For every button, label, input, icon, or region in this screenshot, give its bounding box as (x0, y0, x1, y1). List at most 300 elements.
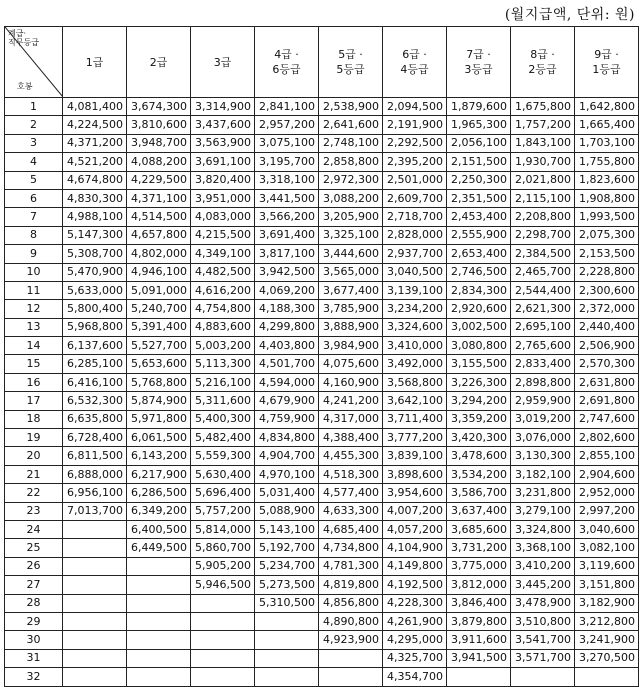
salary-cell: 6,811,500 (63, 447, 127, 465)
salary-cell: 2,828,000 (383, 226, 447, 244)
salary-cell: 2,802,600 (575, 429, 639, 447)
salary-cell: 2,641,600 (319, 116, 383, 134)
salary-cell: 5,234,700 (255, 557, 319, 575)
step-cell: 31 (5, 649, 63, 667)
table-row (5, 631, 639, 649)
salary-cell: 3,984,900 (319, 337, 383, 355)
salary-cell: 2,855,100 (575, 447, 639, 465)
table-row (5, 392, 639, 410)
salary-cell: 3,040,600 (575, 520, 639, 538)
table-row (5, 576, 639, 594)
step-cell: 6 (5, 189, 63, 207)
salary-cell: 6,137,600 (63, 337, 127, 355)
salary-cell: 4,241,200 (319, 392, 383, 410)
salary-cell: 3,119,600 (575, 557, 639, 575)
step-cell: 22 (5, 484, 63, 502)
salary-cell: 5,874,900 (127, 392, 191, 410)
salary-cell: 5,860,700 (191, 539, 255, 557)
salary-cell: 2,384,500 (511, 245, 575, 263)
table-row (5, 134, 639, 152)
table-row (5, 98, 639, 116)
salary-cell (319, 668, 383, 686)
salary-cell: 3,324,800 (511, 520, 575, 538)
salary-cell: 3,586,700 (447, 484, 511, 502)
salary-cell: 4,299,800 (255, 318, 319, 336)
salary-cell: 2,833,400 (511, 355, 575, 373)
salary-cell: 5,310,500 (255, 594, 319, 612)
salary-cell: 2,151,500 (447, 153, 511, 171)
salary-cell: 2,021,800 (511, 171, 575, 189)
salary-cell: 6,728,400 (63, 429, 127, 447)
salary-cell: 2,695,100 (511, 318, 575, 336)
salary-cell: 2,395,200 (383, 153, 447, 171)
salary-cell: 6,888,000 (63, 465, 127, 483)
salary-cell: 2,191,900 (383, 116, 447, 134)
salary-cell: 3,951,000 (191, 189, 255, 207)
salary-cell: 4,685,400 (319, 520, 383, 538)
salary-cell: 3,777,200 (383, 429, 447, 447)
salary-cell: 4,521,200 (63, 153, 127, 171)
salary-cell: 4,674,800 (63, 171, 127, 189)
step-cell: 21 (5, 465, 63, 483)
salary-cell: 4,088,200 (127, 153, 191, 171)
salary-cell: 3,270,500 (575, 649, 639, 667)
table-row (5, 245, 639, 263)
step-cell: 4 (5, 153, 63, 171)
salary-cell: 1,675,800 (511, 98, 575, 116)
salary-cell: 5,216,100 (191, 373, 255, 391)
salary-cell: 5,905,200 (191, 557, 255, 575)
salary-cell: 2,544,400 (511, 281, 575, 299)
salary-cell: 3,954,600 (383, 484, 447, 502)
salary-cell: 2,748,100 (319, 134, 383, 152)
salary-cell: 4,856,800 (319, 594, 383, 612)
salary-cell: 3,075,100 (255, 134, 319, 152)
step-cell: 25 (5, 539, 63, 557)
salary-cell: 4,594,000 (255, 373, 319, 391)
table-body (5, 98, 639, 687)
salary-cell: 4,069,200 (255, 281, 319, 299)
salary-cell: 3,325,100 (319, 226, 383, 244)
step-cell: 3 (5, 134, 63, 152)
salary-cell: 3,898,600 (383, 465, 447, 483)
salary-cell: 4,215,500 (191, 226, 255, 244)
salary-cell: 4,883,600 (191, 318, 255, 336)
salary-cell: 4,081,400 (63, 98, 127, 116)
salary-cell: 3,318,100 (255, 171, 319, 189)
salary-cell: 4,261,900 (383, 612, 447, 630)
salary-cell: 3,534,200 (447, 465, 511, 483)
salary-cell: 1,908,800 (575, 189, 639, 207)
salary-cell: 5,653,600 (127, 355, 191, 373)
salary-cell: 4,616,200 (191, 281, 255, 299)
salary-cell: 3,212,800 (575, 612, 639, 630)
salary-cell: 4,007,200 (383, 502, 447, 520)
salary-cell: 1,965,300 (447, 116, 511, 134)
salary-cell: 3,685,600 (447, 520, 511, 538)
salary-cell (63, 668, 127, 686)
table-row (5, 208, 639, 226)
salary-cell: 3,510,800 (511, 612, 575, 630)
salary-cell (63, 631, 127, 649)
salary-cell: 5,696,400 (191, 484, 255, 502)
salary-cell: 3,888,900 (319, 318, 383, 336)
step-cell: 27 (5, 576, 63, 594)
salary-cell: 5,470,900 (63, 263, 127, 281)
salary-cell: 4,075,600 (319, 355, 383, 373)
grade-header: 8급 · 2등급 (511, 27, 575, 98)
salary-cell (191, 612, 255, 630)
salary-cell (127, 649, 191, 667)
salary-cell: 2,959,900 (511, 392, 575, 410)
salary-cell: 4,057,200 (383, 520, 447, 538)
salary-cell: 1,703,100 (575, 134, 639, 152)
salary-cell: 3,942,500 (255, 263, 319, 281)
salary-cell: 3,241,900 (575, 631, 639, 649)
salary-cell: 3,817,100 (255, 245, 319, 263)
salary-cell: 4,830,300 (63, 189, 127, 207)
header-row (5, 27, 639, 98)
table-row (5, 502, 639, 520)
salary-cell: 4,228,300 (383, 594, 447, 612)
salary-cell: 4,083,000 (191, 208, 255, 226)
salary-cell (255, 649, 319, 667)
salary-cell: 3,205,900 (319, 208, 383, 226)
salary-cell: 4,657,800 (127, 226, 191, 244)
step-cell: 19 (5, 429, 63, 447)
salary-cell: 1,642,800 (575, 98, 639, 116)
salary-cell: 4,455,300 (319, 447, 383, 465)
salary-cell: 5,003,200 (191, 337, 255, 355)
salary-cell: 2,691,800 (575, 392, 639, 410)
salary-cell: 3,368,100 (511, 539, 575, 557)
salary-cell: 4,160,900 (319, 373, 383, 391)
step-cell: 20 (5, 447, 63, 465)
salary-cell: 2,631,800 (575, 373, 639, 391)
salary-cell: 3,948,700 (127, 134, 191, 152)
salary-cell: 1,755,800 (575, 153, 639, 171)
salary-cell: 3,541,700 (511, 631, 575, 649)
table-row (5, 557, 639, 575)
salary-cell (447, 668, 511, 686)
salary-cell: 4,149,800 (383, 557, 447, 575)
salary-cell: 3,019,200 (511, 410, 575, 428)
salary-cell: 4,317,000 (319, 410, 383, 428)
salary-table (4, 26, 639, 687)
salary-cell: 5,240,700 (127, 300, 191, 318)
step-cell: 1 (5, 98, 63, 116)
salary-cell: 4,482,500 (191, 263, 255, 281)
salary-cell (63, 612, 127, 630)
salary-cell: 2,372,000 (575, 300, 639, 318)
salary-cell: 3,410,200 (511, 557, 575, 575)
salary-cell: 3,810,600 (127, 116, 191, 134)
salary-cell: 5,971,800 (127, 410, 191, 428)
salary-cell: 6,349,200 (127, 502, 191, 520)
salary-cell: 5,273,500 (255, 576, 319, 594)
salary-cell: 4,104,900 (383, 539, 447, 557)
table-row (5, 539, 639, 557)
salary-cell: 4,946,100 (127, 263, 191, 281)
salary-cell: 2,094,500 (383, 98, 447, 116)
step-cell: 11 (5, 281, 63, 299)
step-cell: 24 (5, 520, 63, 538)
step-cell: 30 (5, 631, 63, 649)
salary-cell: 2,904,600 (575, 465, 639, 483)
salary-cell (255, 668, 319, 686)
salary-cell (63, 539, 127, 557)
salary-cell: 2,957,200 (255, 116, 319, 134)
salary-cell: 3,445,200 (511, 576, 575, 594)
salary-cell: 3,279,100 (511, 502, 575, 520)
salary-cell: 5,768,800 (127, 373, 191, 391)
salary-cell: 3,568,800 (383, 373, 447, 391)
table-row (5, 116, 639, 134)
salary-cell: 2,834,300 (447, 281, 511, 299)
salary-cell: 2,972,300 (319, 171, 383, 189)
salary-cell: 7,013,700 (63, 502, 127, 520)
salary-cell: 4,388,400 (319, 429, 383, 447)
salary-cell: 3,691,100 (191, 153, 255, 171)
salary-cell: 2,453,400 (447, 208, 511, 226)
salary-cell: 3,637,400 (447, 502, 511, 520)
salary-cell: 5,113,300 (191, 355, 255, 373)
step-cell: 7 (5, 208, 63, 226)
grade-header: 7급 · 3등급 (447, 27, 511, 98)
salary-cell: 3,478,900 (511, 594, 575, 612)
salary-cell (63, 649, 127, 667)
salary-cell (511, 668, 575, 686)
salary-cell (255, 631, 319, 649)
salary-cell: 4,754,800 (191, 300, 255, 318)
salary-cell (63, 557, 127, 575)
salary-cell (191, 594, 255, 612)
salary-cell: 2,937,700 (383, 245, 447, 263)
salary-cell: 4,802,000 (127, 245, 191, 263)
table-row (5, 520, 639, 538)
salary-cell: 2,653,400 (447, 245, 511, 263)
salary-cell: 1,823,600 (575, 171, 639, 189)
salary-cell: 3,226,300 (447, 373, 511, 391)
salary-cell: 3,151,800 (575, 576, 639, 594)
salary-cell: 3,839,100 (383, 447, 447, 465)
salary-cell: 5,091,000 (127, 281, 191, 299)
salary-cell: 3,478,600 (447, 447, 511, 465)
salary-cell (319, 649, 383, 667)
corner-top-label: 계급· 직무등급 (8, 29, 39, 47)
salary-cell: 3,359,200 (447, 410, 511, 428)
salary-cell: 1,879,600 (447, 98, 511, 116)
salary-cell: 6,217,900 (127, 465, 191, 483)
salary-cell: 3,879,800 (447, 612, 511, 630)
step-cell: 17 (5, 392, 63, 410)
table-row (5, 484, 639, 502)
salary-cell: 3,234,200 (383, 300, 447, 318)
salary-cell: 5,311,600 (191, 392, 255, 410)
step-cell: 14 (5, 337, 63, 355)
salary-cell: 2,952,000 (575, 484, 639, 502)
salary-cell (127, 576, 191, 594)
salary-cell: 3,314,900 (191, 98, 255, 116)
table-row (5, 429, 639, 447)
salary-cell: 1,665,400 (575, 116, 639, 134)
salary-cell: 2,841,100 (255, 98, 319, 116)
table-row (5, 318, 639, 336)
salary-cell: 5,143,100 (255, 520, 319, 538)
salary-cell: 2,920,600 (447, 300, 511, 318)
table-row (5, 153, 639, 171)
salary-cell: 3,231,800 (511, 484, 575, 502)
salary-cell: 4,229,500 (127, 171, 191, 189)
table-row (5, 300, 639, 318)
salary-cell: 1,930,700 (511, 153, 575, 171)
salary-cell: 3,691,400 (255, 226, 319, 244)
table-row (5, 263, 639, 281)
step-cell: 10 (5, 263, 63, 281)
salary-cell: 5,391,400 (127, 318, 191, 336)
salary-cell: 5,031,400 (255, 484, 319, 502)
salary-cell (255, 612, 319, 630)
salary-cell: 4,988,100 (63, 208, 127, 226)
salary-cell: 4,577,400 (319, 484, 383, 502)
salary-cell: 2,292,500 (383, 134, 447, 152)
salary-cell: 5,192,700 (255, 539, 319, 557)
step-cell: 23 (5, 502, 63, 520)
grade-header: 4급 · 6등급 (255, 27, 319, 98)
salary-cell: 2,621,300 (511, 300, 575, 318)
step-cell: 15 (5, 355, 63, 373)
salary-cell (191, 649, 255, 667)
salary-cell: 4,224,500 (63, 116, 127, 134)
table-row (5, 594, 639, 612)
salary-cell: 3,444,600 (319, 245, 383, 263)
step-cell: 5 (5, 171, 63, 189)
unit-note: (월지급액, 단위: 원) (504, 7, 635, 23)
step-cell: 26 (5, 557, 63, 575)
salary-cell: 2,555,900 (447, 226, 511, 244)
step-cell: 13 (5, 318, 63, 336)
salary-cell (127, 557, 191, 575)
salary-cell: 3,130,300 (511, 447, 575, 465)
salary-cell: 5,814,000 (191, 520, 255, 538)
salary-cell: 4,834,800 (255, 429, 319, 447)
salary-cell: 6,416,100 (63, 373, 127, 391)
salary-cell: 6,956,100 (63, 484, 127, 502)
step-cell: 18 (5, 410, 63, 428)
salary-cell: 2,075,300 (575, 226, 639, 244)
salary-cell: 5,630,400 (191, 465, 255, 483)
salary-cell: 5,757,200 (191, 502, 255, 520)
salary-cell: 3,812,000 (447, 576, 511, 594)
salary-cell: 3,040,500 (383, 263, 447, 281)
salary-cell: 1,843,100 (511, 134, 575, 152)
salary-cell: 3,565,000 (319, 263, 383, 281)
table-row (5, 337, 639, 355)
salary-cell: 2,115,100 (511, 189, 575, 207)
salary-cell: 3,711,400 (383, 410, 447, 428)
salary-cell: 2,228,800 (575, 263, 639, 281)
salary-cell: 4,904,700 (255, 447, 319, 465)
step-cell: 32 (5, 668, 63, 686)
table-row (5, 226, 639, 244)
salary-cell: 4,295,000 (383, 631, 447, 649)
grade-header: 6급 · 4등급 (383, 27, 447, 98)
salary-cell: 4,188,300 (255, 300, 319, 318)
step-cell: 29 (5, 612, 63, 630)
table-row (5, 281, 639, 299)
salary-cell: 2,718,700 (383, 208, 447, 226)
salary-cell: 4,759,900 (255, 410, 319, 428)
salary-cell: 4,781,300 (319, 557, 383, 575)
table-row (5, 373, 639, 391)
salary-cell: 3,441,500 (255, 189, 319, 207)
salary-cell: 2,465,700 (511, 263, 575, 281)
salary-cell: 3,182,100 (511, 465, 575, 483)
salary-cell: 3,677,400 (319, 281, 383, 299)
step-cell: 9 (5, 245, 63, 263)
salary-cell: 2,858,800 (319, 153, 383, 171)
salary-cell: 2,570,300 (575, 355, 639, 373)
salary-cell: 4,501,700 (255, 355, 319, 373)
grade-header: 2급 (127, 27, 191, 98)
step-cell: 8 (5, 226, 63, 244)
salary-cell: 5,527,700 (127, 337, 191, 355)
salary-cell: 4,325,700 (383, 649, 447, 667)
salary-cell: 2,300,600 (575, 281, 639, 299)
salary-cell: 6,449,500 (127, 539, 191, 557)
salary-cell: 4,970,100 (255, 465, 319, 483)
salary-cell (63, 520, 127, 538)
salary-cell (127, 631, 191, 649)
salary-cell: 4,518,300 (319, 465, 383, 483)
table-row (5, 649, 639, 667)
salary-cell (127, 594, 191, 612)
table-row (5, 355, 639, 373)
salary-cell: 4,679,900 (255, 392, 319, 410)
salary-cell: 2,747,600 (575, 410, 639, 428)
salary-cell: 6,400,500 (127, 520, 191, 538)
salary-cell: 6,143,200 (127, 447, 191, 465)
salary-cell: 3,566,200 (255, 208, 319, 226)
step-cell: 28 (5, 594, 63, 612)
salary-cell: 5,308,700 (63, 245, 127, 263)
grade-header: 5급 · 5등급 (319, 27, 383, 98)
salary-cell: 1,757,200 (511, 116, 575, 134)
salary-cell: 2,351,500 (447, 189, 511, 207)
salary-cell: 3,324,600 (383, 318, 447, 336)
salary-cell: 2,746,500 (447, 263, 511, 281)
table-row (5, 189, 639, 207)
salary-cell: 4,923,900 (319, 631, 383, 649)
salary-cell: 1,993,500 (575, 208, 639, 226)
salary-cell: 2,440,400 (575, 318, 639, 336)
table-row (5, 668, 639, 686)
salary-cell: 3,731,200 (447, 539, 511, 557)
salary-cell: 2,506,900 (575, 337, 639, 355)
salary-cell: 2,997,200 (575, 502, 639, 520)
salary-cell: 5,559,300 (191, 447, 255, 465)
salary-cell: 3,775,000 (447, 557, 511, 575)
salary-cell: 6,635,800 (63, 410, 127, 428)
salary-cell (127, 668, 191, 686)
salary-cell: 5,633,000 (63, 281, 127, 299)
salary-cell: 6,061,500 (127, 429, 191, 447)
salary-cell: 3,820,400 (191, 171, 255, 189)
salary-cell (575, 668, 639, 686)
salary-cell (127, 612, 191, 630)
salary-cell: 2,538,900 (319, 98, 383, 116)
step-cell: 16 (5, 373, 63, 391)
